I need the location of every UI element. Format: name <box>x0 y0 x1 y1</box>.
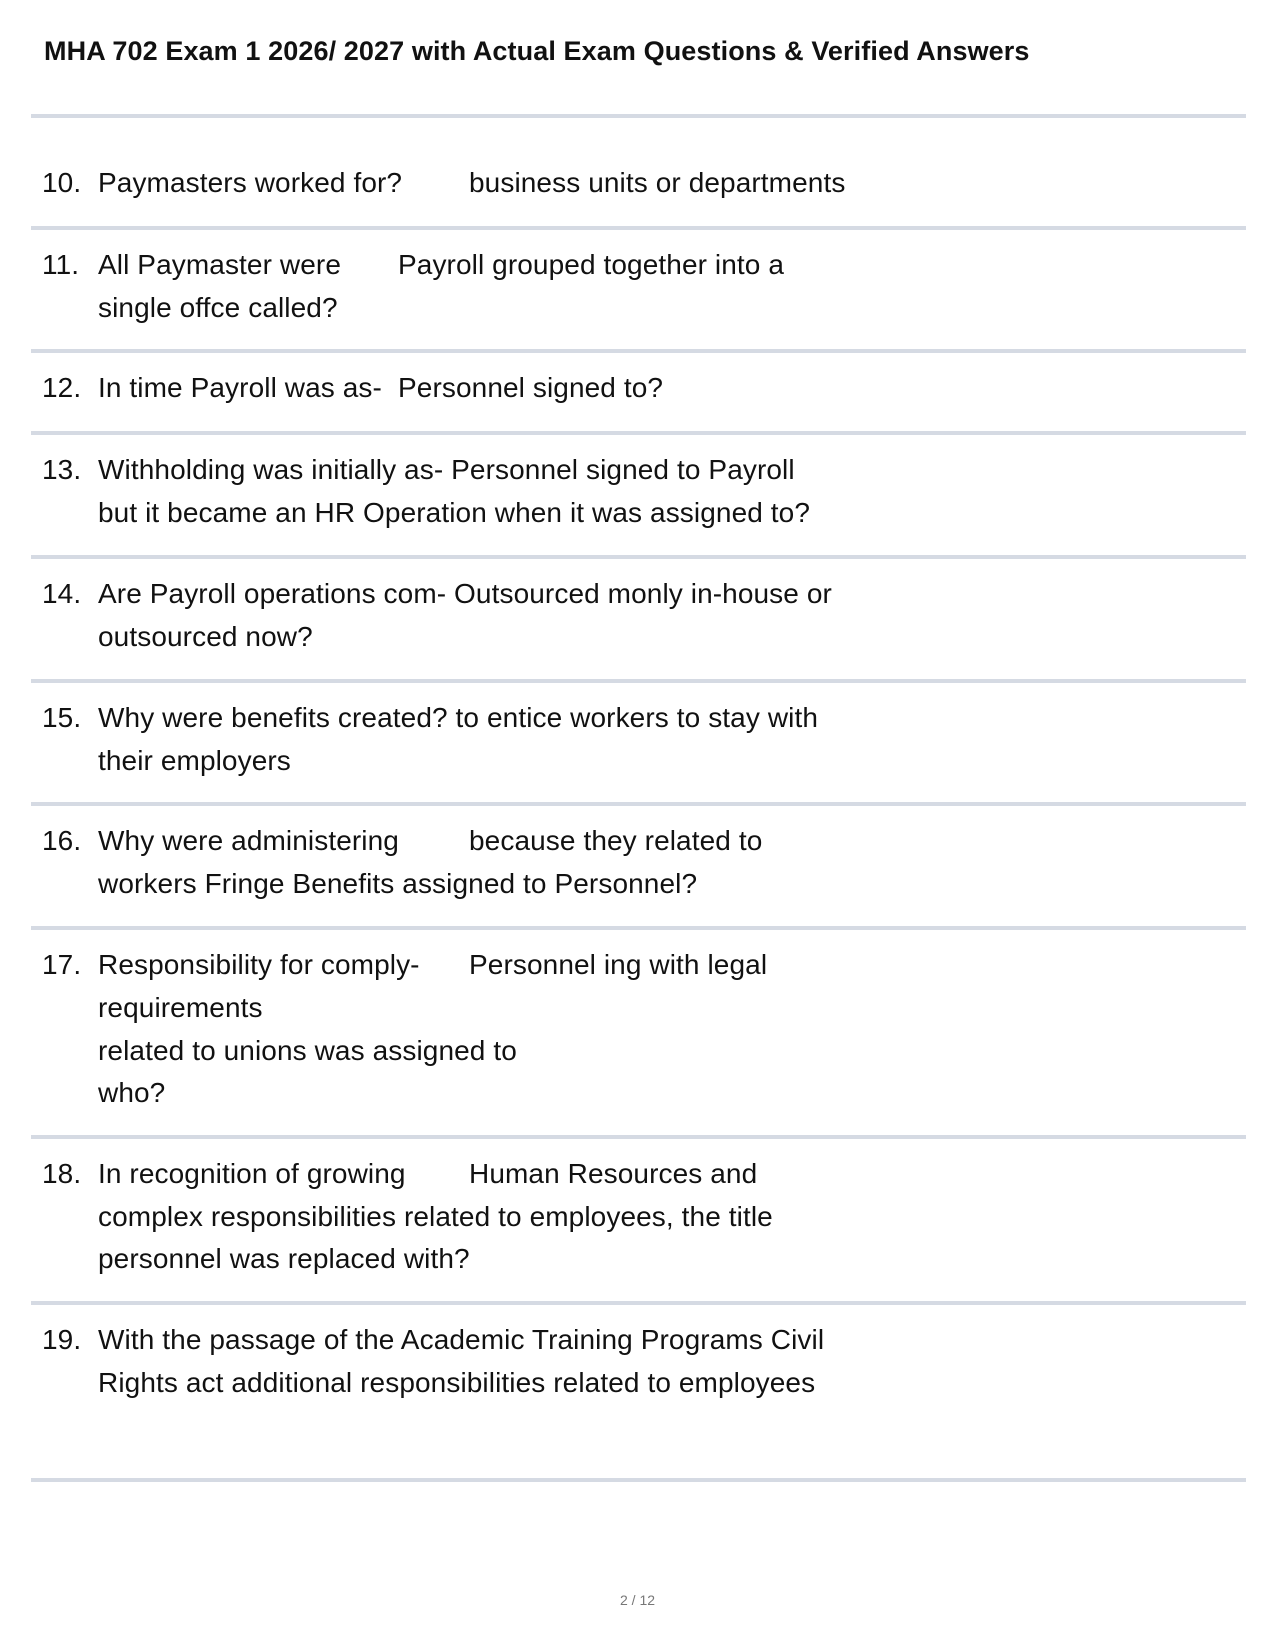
item-text-line-2: requirements <box>98 992 263 1023</box>
answer-text: Personnel signed to? <box>398 372 664 403</box>
divider <box>31 1301 1246 1305</box>
page-title: MHA 702 Exam 1 2026/ 2027 with Actual Exam Questions & Verified Answers <box>44 36 1030 66</box>
item-number: 16. <box>42 825 82 856</box>
item-text-line-3: related to unions was assigned to <box>98 1035 517 1066</box>
question-text: Paymasters worked for? <box>98 167 403 198</box>
question-text: Responsibility for comply- <box>98 949 420 980</box>
divider <box>31 431 1246 435</box>
question-text: Why were administering <box>98 825 399 856</box>
question-text: All Paymaster were <box>98 249 341 280</box>
item-text-line-4: who? <box>98 1077 166 1108</box>
item-number: 14. <box>42 578 82 609</box>
answer-text: business units or departments <box>469 167 846 198</box>
item-text-line-2: Rights act additional responsibilities related to employees <box>98 1367 816 1398</box>
answer-text: Human Resources and <box>469 1158 758 1189</box>
page-number: 2 / 12 <box>619 1592 656 1608</box>
divider <box>31 349 1246 353</box>
item-text-line-1: Withholding was initially as- Personnel signed to Payroll <box>98 454 795 485</box>
item-number: 15. <box>42 702 82 733</box>
divider <box>31 1478 1246 1482</box>
item-number: 18. <box>42 1158 82 1189</box>
question-text-continued: workers Fringe Benefits assigned to Personnel? <box>98 868 698 899</box>
item-number: 11. <box>42 249 80 280</box>
item-number: 13. <box>42 454 82 485</box>
item-text-line-2: outsourced now? <box>98 621 313 652</box>
item-text-line-2: their employers <box>98 745 291 776</box>
item-number: 10. <box>42 167 82 198</box>
divider <box>31 1135 1246 1139</box>
item-text-line-2: but it became an HR Operation when it was assigned to? <box>98 497 811 528</box>
divider <box>31 802 1246 806</box>
item-text-line-3: personnel was replaced with? <box>98 1243 470 1274</box>
question-text: In recognition of growing <box>98 1158 406 1189</box>
divider <box>31 114 1246 118</box>
item-number: 17. <box>42 949 82 980</box>
divider <box>31 926 1246 930</box>
answer-text: Payroll grouped together into a <box>398 249 785 280</box>
answer-text: because they related to <box>469 825 763 856</box>
answer-text: Personnel ing with legal <box>469 949 768 980</box>
item-text-line-1: Are Payroll operations com- Outsourced monly in-house or <box>98 578 832 609</box>
divider <box>31 679 1246 683</box>
divider <box>31 555 1246 559</box>
divider <box>31 226 1246 230</box>
item-text-line-1: Why were benefits created? to entice workers to stay with <box>98 702 819 733</box>
question-text: In time Payroll was as- <box>98 372 382 403</box>
item-number: 12. <box>42 372 82 403</box>
item-text-line-2: complex responsibilities related to employees, the title <box>98 1201 773 1232</box>
item-number: 19. <box>42 1324 82 1355</box>
item-text-line-1: With the passage of the Academic Training Programs Civil <box>98 1324 825 1355</box>
question-text-continued: single offce called? <box>98 292 338 323</box>
